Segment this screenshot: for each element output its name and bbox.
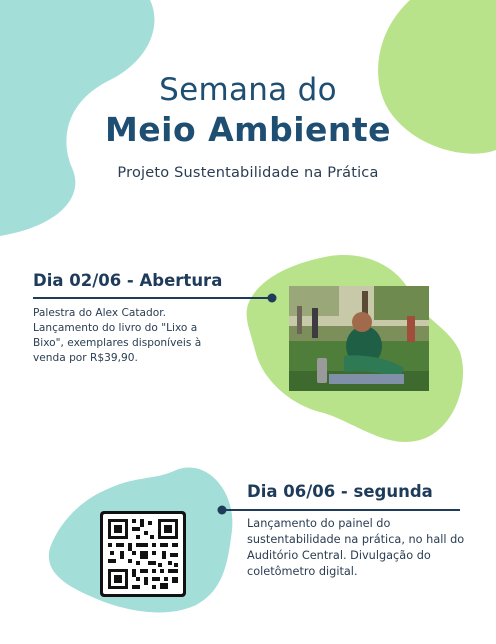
title-line-1: Semana do xyxy=(159,72,337,108)
divider-dot-2 xyxy=(218,506,227,515)
event-1-description: Palestra do Alex Catador. Lançamento do livro do "Lixo a Bixo", exemplares disponíveis à venda por R$39,90. xyxy=(33,307,202,364)
event-2-heading: Dia 06/06 - segunda xyxy=(247,482,433,501)
event-photo xyxy=(289,286,429,391)
title-line-2: Meio Ambiente xyxy=(104,110,392,149)
qr-code-icon xyxy=(100,511,186,597)
subtitle: Projeto Sustentabilidade na Prática xyxy=(117,165,379,181)
event-2-description: Lançamento do painel do sustentabilidade na prática, no hall do Auditório Central. Divulgação do coletômetro digital. xyxy=(247,517,465,578)
event-1-heading: Dia 02/06 - Abertura xyxy=(33,271,223,290)
divider-dot-1 xyxy=(268,294,277,303)
